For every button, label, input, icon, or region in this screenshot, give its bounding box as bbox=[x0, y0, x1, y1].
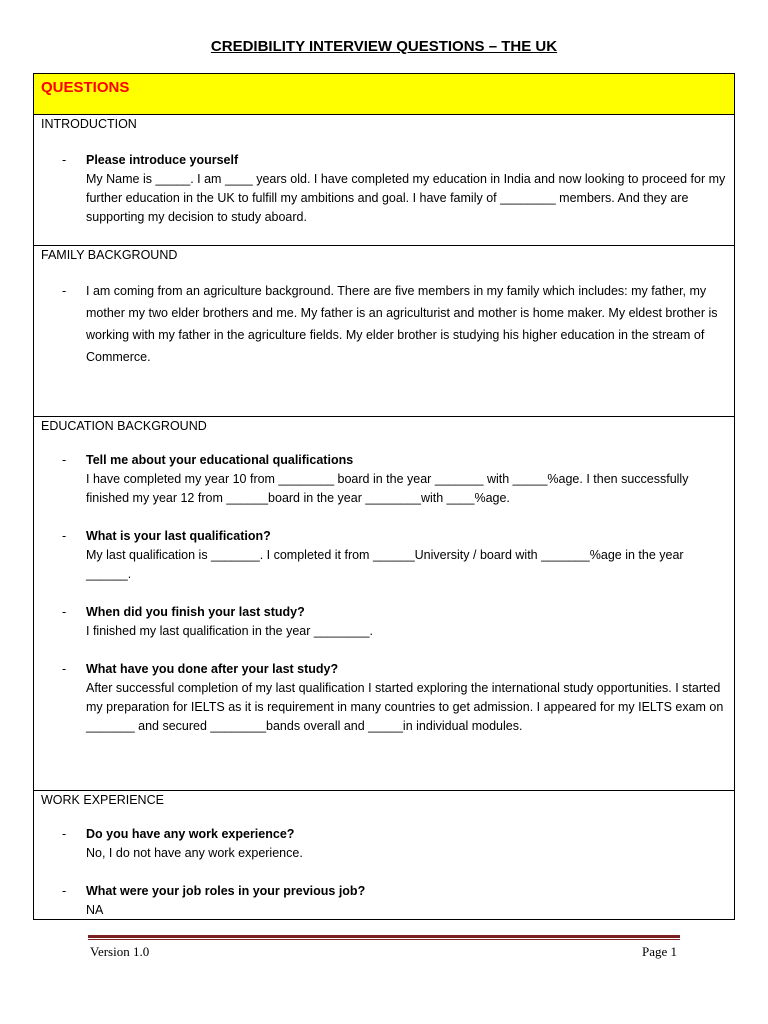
answer-text: My last qualification is _______. I completed it from ______University / board with _______%age in the year ______. bbox=[86, 548, 684, 581]
question-text: Tell me about your educational qualifications bbox=[86, 453, 354, 467]
bullet-dash: - bbox=[62, 884, 67, 898]
section-education-background bbox=[34, 417, 734, 791]
footer-divider bbox=[88, 935, 680, 938]
questions-header: QUESTIONS bbox=[41, 79, 130, 96]
questions-header-row bbox=[34, 74, 734, 115]
bullet-dash: - bbox=[62, 284, 67, 298]
answer-text: NA bbox=[86, 903, 104, 917]
bullet-dash: - bbox=[62, 605, 67, 619]
section-family-background bbox=[34, 246, 734, 417]
answer-text: I have completed my year 10 from ________ board in the year _______ with _____%age. I then successfully finished my year 12 from ______board in the year ________with ____%age. bbox=[86, 472, 689, 505]
answer-text: I finished my last qualification in the year ________. bbox=[86, 624, 373, 638]
bullet-dash: - bbox=[62, 662, 67, 676]
question-text: What have you done after your last study? bbox=[86, 662, 339, 676]
document-title: CREDIBILITY INTERVIEW QUESTIONS – THE UK bbox=[210, 38, 558, 55]
answer-text: After successful completion of my last qualification I started exploring the international study opportunities. I started my preparation for IELTS as it is requirement in many countries to get admission. I appeared for my IELTS exam on _______ and secured ________bands overall and _____in individual modules. bbox=[86, 681, 724, 733]
footer-divider-thin bbox=[88, 939, 680, 940]
answer-text: I am coming from an agriculture background. There are five members in my family which includes: my father, my mother my two elder brothers and me. My father is an agriculturist and mother is home maker. My eldest brother is working with my father in the agriculture fields. My elder brother is studying his higher education in the stream of Commerce. bbox=[86, 284, 718, 364]
bullet-dash: - bbox=[62, 153, 67, 167]
section-title-work: WORK EXPERIENCE bbox=[41, 793, 164, 807]
section-work-experience bbox=[34, 791, 734, 919]
answer-text: No, I do not have any work experience. bbox=[86, 846, 303, 860]
question-text: Do you have any work experience? bbox=[86, 827, 295, 841]
bullet-dash: - bbox=[62, 529, 67, 543]
questions-table bbox=[33, 73, 735, 920]
section-title-education: EDUCATION BACKGROUND bbox=[41, 419, 207, 433]
footer-version: Version 1.0 bbox=[90, 944, 150, 959]
section-title-introduction: INTRODUCTION bbox=[41, 117, 137, 131]
footer-page-number: Page 1 bbox=[641, 944, 677, 959]
question-text: What were your job roles in your previous job? bbox=[86, 884, 366, 898]
bullet-dash: - bbox=[62, 453, 67, 467]
bullet-dash: - bbox=[62, 827, 67, 841]
answer-text: My Name is _____. I am ____ years old. I have completed my education in India and now looking to proceed for my further education in the UK to fulfill my ambitions and goal. I have family of ________ members. And they are supporting my decision to study aboard. bbox=[86, 172, 726, 224]
question-text: Please introduce yourself bbox=[86, 153, 239, 167]
section-introduction bbox=[34, 115, 734, 246]
question-text: What is your last qualification? bbox=[86, 529, 271, 543]
question-text: When did you finish your last study? bbox=[86, 605, 305, 619]
section-title-family: FAMILY BACKGROUND bbox=[41, 248, 178, 262]
